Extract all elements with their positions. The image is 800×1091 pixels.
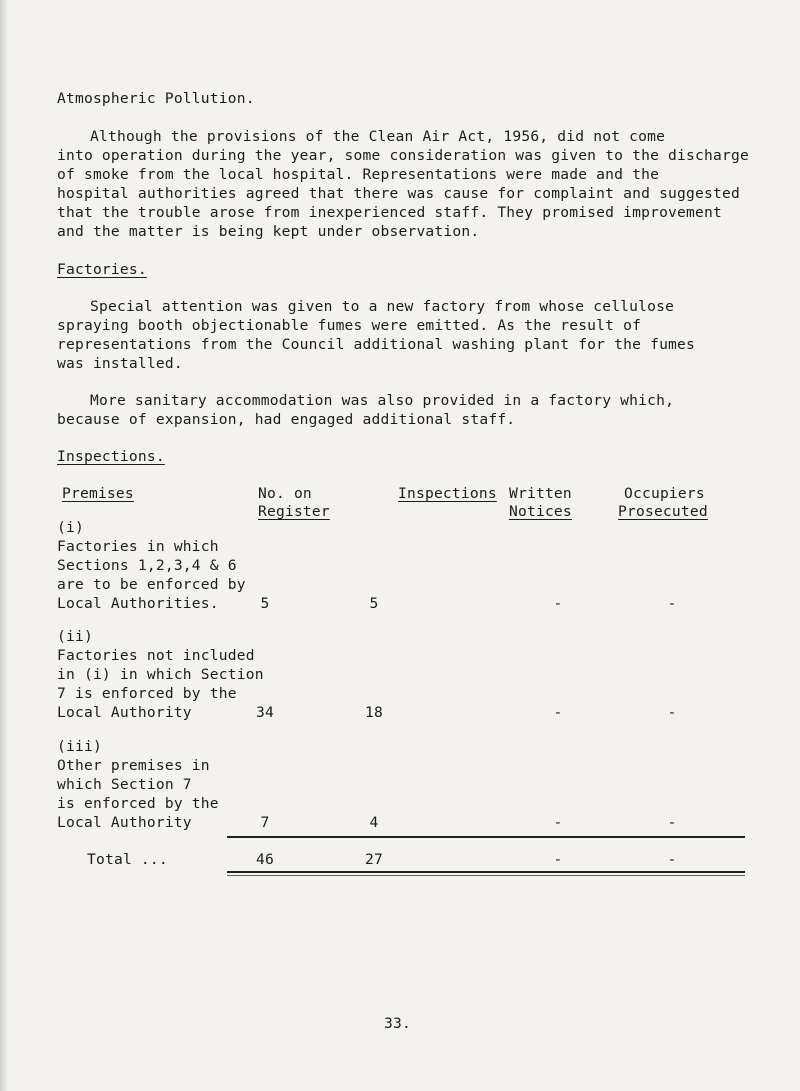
row-label-line: 7 is enforced by the: [57, 685, 237, 702]
cell-prosecuted: -: [667, 814, 677, 831]
total-prosecuted: -: [667, 851, 677, 868]
paragraph-line: was installed.: [57, 355, 183, 372]
row-label-line: are to be enforced by: [57, 576, 246, 593]
table-rule-above-total: [227, 836, 745, 838]
row-label-line: (iii): [57, 738, 102, 755]
row-label-line: in (i) in which Section: [57, 666, 264, 683]
row-label-line: is enforced by the: [57, 795, 219, 812]
cell-notices: -: [553, 814, 563, 831]
section-heading-inspections: Inspections.: [57, 448, 165, 465]
paragraph-line: hospital authorities agreed that there was cause for complaint and suggested: [57, 185, 740, 202]
col-header-prosecuted-line2: Prosecuted: [618, 503, 708, 520]
row-label-line: (ii): [57, 628, 93, 645]
row-label-line: which Section 7: [57, 776, 192, 793]
cell-register: 34: [256, 704, 274, 721]
cell-inspections: 5: [369, 595, 379, 612]
paragraph-line: because of expansion, had engaged additional staff.: [57, 411, 516, 428]
row-label-line: Factories in which: [57, 538, 219, 555]
paragraph-line: Special attention was given to a new factory from whose cellulose: [90, 298, 675, 315]
total-label: Total ...: [87, 851, 168, 868]
page-number: 33.: [384, 1015, 411, 1032]
cell-inspections: 18: [365, 704, 383, 721]
cell-inspections: 4: [369, 814, 379, 831]
section-heading-factories: Factories.: [57, 261, 147, 278]
row-label-line: Factories not included: [57, 647, 255, 664]
cell-notices: -: [553, 704, 563, 721]
cell-notices: -: [553, 595, 563, 612]
paragraph-line: of smoke from the local hospital. Representations were made and the: [57, 166, 660, 183]
col-header-register-line1: No. on: [258, 485, 312, 502]
row-label-line: Local Authority: [57, 814, 192, 831]
paragraph-line: that the trouble arose from inexperienced staff. They promised improvement: [57, 204, 722, 221]
col-header-register-line2: Register: [258, 503, 330, 520]
row-label-line: Other premises in: [57, 757, 210, 774]
cell-register: 7: [260, 814, 270, 831]
section-heading-atmospheric-pollution: Atmospheric Pollution.: [57, 90, 255, 107]
col-header-prosecuted-line1: Occupiers: [624, 485, 705, 502]
col-header-premises: Premises: [62, 485, 134, 502]
total-register: 46: [256, 851, 274, 868]
cell-prosecuted: -: [667, 595, 677, 612]
total-notices: -: [553, 851, 563, 868]
cell-register: 5: [260, 595, 270, 612]
col-header-notices-line1: Written: [509, 485, 572, 502]
table-rule-below-total: [227, 871, 745, 873]
col-header-notices-line2: Notices: [509, 503, 572, 520]
paragraph-line: and the matter is being kept under observation.: [57, 223, 480, 240]
page-edge-shadow: [0, 0, 8, 1091]
paragraph-line: spraying booth objectionable fumes were emitted. As the result of: [57, 317, 642, 334]
paragraph-line: More sanitary accommodation was also provided in a factory which,: [90, 392, 675, 409]
table-rule-below-total-double: [227, 875, 745, 876]
col-header-inspections: Inspections: [398, 485, 497, 502]
row-label-line: (i): [57, 519, 84, 536]
paragraph-line: representations from the Council additional washing plant for the fumes: [57, 336, 696, 353]
paragraph-line: into operation during the year, some consideration was given to the discharge: [57, 147, 749, 164]
paragraph-line: Although the provisions of the Clean Air Act, 1956, did not come: [90, 128, 666, 145]
total-inspections: 27: [365, 851, 383, 868]
cell-prosecuted: -: [667, 704, 677, 721]
row-label-line: Local Authorities.: [57, 595, 219, 612]
row-label-line: Sections 1,2,3,4 & 6: [57, 557, 237, 574]
row-label-line: Local Authority: [57, 704, 192, 721]
